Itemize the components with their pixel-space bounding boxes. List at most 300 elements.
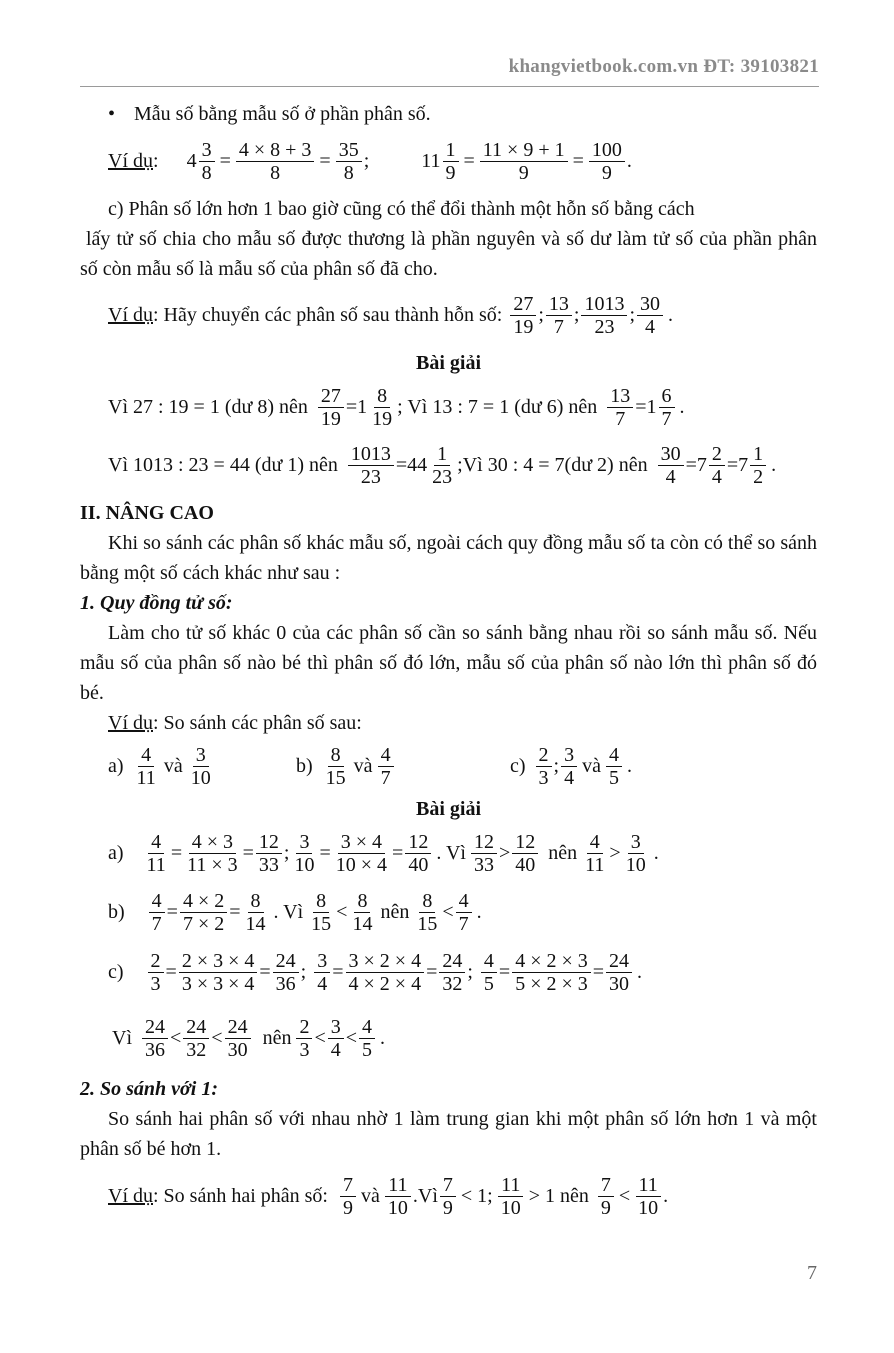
math-token: và — [582, 754, 601, 777]
fraction — [142, 1016, 168, 1061]
fraction-denominator: 8 — [270, 161, 281, 184]
fraction — [635, 1174, 661, 1219]
math-token: > — [609, 841, 621, 864]
fraction-denominator: 10 — [387, 1196, 408, 1219]
math-token: . Vì — [273, 900, 304, 923]
fraction-denominator: 10 — [294, 853, 315, 876]
fraction-numerator: 3 — [628, 831, 644, 854]
math-token: và — [163, 754, 183, 777]
math-token: = — [426, 960, 438, 983]
fraction — [336, 139, 362, 184]
fraction — [561, 744, 577, 789]
math-token: và — [361, 1184, 380, 1207]
fraction — [414, 890, 440, 935]
fraction-numerator: 3 — [328, 1016, 344, 1039]
math-token: < — [442, 900, 454, 923]
fraction — [498, 1174, 524, 1219]
fraction-numerator: 3 — [314, 950, 330, 973]
solution-text: ;Vì 30 : 4 = 7(dư 2) nên — [457, 453, 648, 476]
fraction — [658, 443, 684, 488]
math-token: = — [345, 395, 358, 418]
fraction-numerator: 24 — [606, 950, 632, 973]
fraction-numerator: 1 — [750, 443, 766, 466]
fraction-numerator: 4 × 2 — [180, 890, 227, 913]
math-token: ; — [283, 841, 290, 864]
fraction — [349, 890, 375, 935]
math-token: < — [170, 1026, 182, 1049]
fraction-denominator: 23 — [360, 465, 381, 488]
fraction — [378, 744, 394, 789]
fraction-denominator: 11 × 3 — [187, 853, 238, 876]
fraction-denominator: 23 — [594, 315, 615, 338]
fraction-denominator: 33 — [258, 853, 279, 876]
fraction — [659, 385, 675, 430]
fraction-numerator: 1 — [434, 443, 450, 466]
fraction — [709, 443, 725, 488]
fraction-denominator: 4 × 2 × 4 — [348, 972, 422, 995]
math-token: > — [498, 841, 511, 864]
fraction-denominator: 23 — [432, 465, 453, 488]
fraction — [598, 1174, 614, 1219]
fraction-denominator: 4 — [665, 465, 676, 488]
example-label: Ví dụ — [108, 303, 153, 326]
fraction-denominator: 9 — [343, 1196, 353, 1219]
fraction-denominator: 3 — [150, 972, 161, 995]
fraction-numerator: 3 — [561, 744, 577, 767]
fraction-denominator: 8 — [201, 161, 212, 184]
fraction-numerator: 4 × 2 × 3 — [512, 950, 591, 973]
subsection-2-title: 2. So sánh với 1: — [80, 1078, 218, 1100]
fraction — [348, 443, 394, 488]
paragraph-rule-1: Làm cho tử số khác 0 của các phân số cần so sánh bằng nhau rồi so sánh mẫu số. Nếu mẫu số của phân số nào bé thì phân số đó lớn, mẫu số của phân số nào lớn thì phân số đó bé. — [80, 622, 817, 704]
fraction-denominator: 3 — [299, 1038, 310, 1061]
fraction-denominator: 36 — [275, 972, 296, 995]
fraction-numerator: 12 — [405, 831, 431, 854]
page-content — [80, 96, 817, 1228]
fraction-numerator: 13 — [546, 293, 572, 316]
math-token: = — [319, 841, 331, 864]
math-token: và — [353, 754, 373, 777]
fraction — [134, 744, 159, 789]
fraction-denominator: 4 — [317, 972, 328, 995]
semicolon: ; — [363, 149, 370, 172]
fraction-numerator: 7 — [340, 1174, 356, 1197]
fraction — [471, 831, 497, 876]
fraction-denominator: 10 — [500, 1196, 521, 1219]
fraction — [405, 831, 431, 876]
math-token: c) — [108, 960, 124, 983]
fraction-denominator: 8 — [343, 161, 354, 184]
fraction-numerator: 30 — [637, 293, 663, 316]
math-token: = — [229, 900, 241, 923]
fraction-denominator: 30 — [227, 1038, 248, 1061]
fraction-numerator: 11 — [498, 1174, 523, 1197]
fraction-numerator: 8 — [354, 890, 370, 913]
math-token: = — [726, 453, 739, 476]
math-token: . — [679, 395, 685, 418]
fraction-numerator: 7 — [440, 1174, 456, 1197]
fraction-denominator: 40 — [408, 853, 429, 876]
math-token: < 1; — [460, 1184, 493, 1207]
fraction — [359, 1016, 375, 1061]
fraction-numerator: 2 — [536, 744, 552, 767]
fraction-numerator: 35 — [336, 139, 362, 162]
fraction-numerator: 4 — [148, 831, 164, 854]
solution-2-b — [80, 882, 817, 942]
solution-1-line-1 — [80, 378, 817, 436]
math-token: nên — [380, 900, 410, 923]
fraction-numerator: 8 — [374, 385, 390, 408]
example-label: Ví dụ — [108, 1184, 153, 1207]
fraction-numerator: 4 — [481, 950, 497, 973]
fraction-numerator: 12 — [471, 831, 497, 854]
fraction-denominator: 4 — [564, 766, 575, 789]
fraction-denominator: 9 — [442, 1196, 453, 1219]
math-token: ; — [538, 303, 544, 326]
math-token: . — [653, 841, 659, 864]
fraction-denominator: 2 — [753, 465, 764, 488]
fraction-denominator: 7 — [380, 766, 391, 789]
fraction-denominator: 30 — [609, 972, 630, 995]
math-token: 7 — [696, 453, 707, 476]
math-token: ; — [629, 303, 636, 326]
page-header — [80, 56, 819, 87]
fraction-numerator: 24 — [142, 1016, 168, 1039]
math-token: = — [592, 960, 605, 983]
math-token: < — [314, 1026, 326, 1049]
math-token: ; — [573, 303, 580, 326]
fraction — [308, 890, 334, 935]
example-text: : So sánh các phân số sau: — [153, 712, 362, 734]
fraction-numerator: 11 × 9 + 1 — [480, 139, 568, 162]
fraction — [456, 890, 472, 935]
fraction — [536, 744, 552, 789]
fraction — [582, 831, 607, 876]
math-token: = — [395, 453, 408, 476]
bullet-line — [80, 96, 817, 132]
fraction-numerator: 2 × 3 × 4 — [179, 950, 258, 973]
fraction — [480, 139, 568, 184]
fraction — [623, 831, 649, 876]
fraction — [323, 744, 349, 789]
fraction-denominator: 10 — [190, 766, 211, 789]
mixed-whole: 4 — [186, 149, 197, 172]
math-token: b) — [296, 754, 313, 777]
fraction — [149, 890, 165, 935]
fraction-denominator: 14 — [352, 912, 373, 935]
fraction-numerator: 4 — [359, 1016, 375, 1039]
fraction-numerator: 11 — [385, 1174, 410, 1197]
fraction-denominator: 10 × 4 — [335, 853, 388, 876]
solution-text: Vì 1013 : 23 = 44 (dư 1) nên — [108, 453, 338, 476]
bullet-text: Mẫu số bằng mẫu số ở phần phân số. — [134, 102, 431, 125]
fraction-denominator: 9 — [600, 1196, 611, 1219]
fraction-denominator: 32 — [186, 1038, 207, 1061]
fraction-numerator: 3 × 2 × 4 — [346, 950, 425, 973]
math-token: = — [259, 960, 271, 983]
fraction — [188, 744, 214, 789]
math-token: = — [498, 960, 511, 983]
fraction-numerator: 1013 — [348, 443, 394, 466]
fraction-denominator: 9 — [445, 161, 456, 184]
fraction — [340, 1174, 356, 1219]
paragraph-advanced: Khi so sánh các phân số khác mẫu số, ngoài cách quy đồng mẫu số ta còn có thể so sánh bằng một số cách khác như sau : — [80, 532, 817, 584]
fraction-denominator: 3 × 3 × 4 — [181, 972, 255, 995]
math-token: = — [242, 841, 254, 864]
fraction-numerator: 7 — [598, 1174, 614, 1197]
example-text: : So sánh hai phân số: — [153, 1184, 328, 1207]
fraction — [589, 139, 625, 184]
math-token: = — [165, 960, 177, 983]
mixed-whole: 11 — [421, 149, 441, 172]
fraction-denominator: 33 — [473, 853, 494, 876]
fraction — [318, 385, 344, 430]
fraction — [256, 831, 282, 876]
math-token: . — [771, 453, 777, 476]
fraction — [581, 293, 627, 338]
math-token: < — [211, 1026, 223, 1049]
example-label: Ví dụ — [108, 712, 153, 734]
fraction-numerator: 4 — [149, 890, 165, 913]
fraction — [512, 950, 591, 995]
fraction-denominator: 36 — [145, 1038, 165, 1061]
fraction-numerator: 3 — [193, 744, 209, 767]
example-3-c — [510, 744, 635, 789]
math-token: c) — [510, 754, 526, 777]
solution-1-line-2 — [80, 436, 817, 494]
fraction — [607, 385, 633, 430]
math-token: . — [380, 1026, 386, 1049]
fraction-numerator: 24 — [225, 1016, 251, 1039]
fraction-denominator: 15 — [417, 912, 438, 935]
fraction-numerator: 1013 — [581, 293, 627, 316]
fraction-denominator: 11 — [136, 766, 156, 789]
fraction — [512, 831, 538, 876]
paragraph-rule-2: So sánh hai phân số với nhau nhờ 1 làm trung gian khi một phân số lớn hơn 1 và một phân số bé hơn 1. — [80, 1108, 817, 1160]
fraction-numerator: 8 — [419, 890, 435, 913]
fraction-denominator: 3 — [538, 766, 549, 789]
fraction-numerator: 4 × 8 + 3 — [236, 139, 315, 162]
fraction — [369, 385, 395, 430]
fraction — [429, 443, 455, 488]
fraction-numerator: 27 — [510, 293, 536, 316]
colon: : — [153, 149, 159, 172]
math-token: = — [170, 841, 183, 864]
page-number: 7 — [807, 1262, 817, 1284]
paragraph-c-line1: c) Phân số lớn hơn 1 bao giờ cũng có thể đổi thành một hỗn số bằng cách — [108, 198, 695, 220]
fraction-denominator: 7 — [151, 912, 162, 935]
fraction-denominator: 19 — [372, 407, 393, 430]
fraction-numerator: 24 — [183, 1016, 209, 1039]
math-token: a) — [108, 841, 124, 864]
fraction-denominator: 10 — [625, 853, 646, 876]
math-token: b) — [108, 900, 125, 923]
solution-text: Vì 27 : 19 = 1 (dư 8) nên — [108, 395, 308, 418]
solution-2-a — [80, 824, 817, 882]
math-token: . — [476, 900, 482, 923]
math-token: . — [627, 754, 632, 777]
fraction-denominator: 14 — [245, 912, 266, 935]
fraction-numerator: 4 — [378, 744, 394, 767]
math-token: > 1 nên — [528, 1184, 589, 1207]
fraction-numerator: 2 — [296, 1016, 312, 1039]
fraction — [296, 1016, 312, 1061]
fraction — [440, 1174, 456, 1219]
fraction — [385, 1174, 411, 1219]
math-token: 44 — [407, 453, 428, 476]
fraction — [481, 950, 497, 995]
fraction-denominator: 32 — [442, 972, 463, 995]
fraction — [179, 950, 258, 995]
math-token: < — [345, 1026, 358, 1049]
fraction — [346, 950, 425, 995]
fraction-denominator: 10 — [638, 1196, 659, 1219]
equals: = — [219, 149, 231, 172]
fraction-numerator: 8 — [328, 744, 344, 767]
bullet-dot: • — [108, 102, 116, 125]
fraction-numerator: 8 — [248, 890, 264, 913]
fraction-denominator: 7 — [458, 912, 469, 935]
equals: = — [319, 149, 331, 172]
fraction-numerator: 3 — [296, 831, 312, 854]
fraction-numerator: 4 — [138, 744, 154, 767]
fraction-denominator: 15 — [325, 766, 346, 789]
math-token: < — [336, 900, 348, 923]
solution-2-c — [80, 942, 817, 1002]
fraction — [148, 950, 164, 995]
fraction-numerator: 12 — [256, 831, 282, 854]
fraction-numerator: 3 × 4 — [338, 831, 385, 854]
paragraph-c-line2: lấy tử số chia cho mẫu số được thương là phần nguyên và số dư làm tử số của phần phân số còn mẫu số là mẫu số của phân số đã cho. — [80, 228, 817, 280]
fraction-denominator: 5 — [483, 972, 494, 995]
equals: = — [572, 149, 584, 172]
example-2 — [80, 284, 817, 346]
math-token: = — [685, 453, 697, 476]
fraction — [184, 831, 241, 876]
fraction — [225, 1016, 251, 1061]
fraction-denominator: 5 — [609, 766, 619, 789]
fraction-numerator: 6 — [659, 385, 675, 408]
math-token: < — [618, 1184, 631, 1207]
fraction-numerator: 24 — [439, 950, 465, 973]
math-token: = — [635, 395, 647, 418]
fraction — [236, 139, 315, 184]
equals: = — [463, 149, 475, 172]
fraction — [291, 831, 317, 876]
fraction-denominator: 7 — [661, 407, 672, 430]
fraction-numerator: 8 — [313, 890, 329, 913]
fraction-numerator: 100 — [589, 139, 625, 162]
fraction-denominator: 7 × 2 — [182, 912, 225, 935]
subsection-1-title: 1. Quy đồng tử số: — [80, 592, 233, 614]
example-3-b — [296, 744, 396, 789]
fraction-numerator: 12 — [512, 831, 538, 854]
example-4 — [80, 1164, 817, 1228]
math-token: = — [332, 960, 344, 983]
math-token: .Vì — [412, 1184, 438, 1207]
math-token: 7 — [738, 453, 749, 476]
section-title: II. NÂNG CAO — [80, 502, 214, 524]
fraction-numerator: 4 — [456, 890, 472, 913]
fraction — [199, 139, 215, 184]
math-token: 1 — [646, 395, 657, 418]
math-token: ; — [467, 960, 473, 983]
fraction — [183, 1016, 209, 1061]
fraction — [439, 950, 465, 995]
fraction-denominator: 9 — [518, 161, 529, 184]
fraction — [750, 443, 766, 488]
fraction-denominator: 19 — [513, 315, 534, 338]
math-token: a) — [108, 754, 124, 777]
math-token: . Vì — [436, 841, 466, 864]
math-token: ; — [300, 960, 307, 983]
math-token: ; — [553, 754, 560, 777]
solution-2-conclusion — [80, 1002, 817, 1074]
fraction — [180, 890, 227, 935]
fraction-denominator: 5 × 2 × 3 — [515, 972, 588, 995]
fraction-numerator: 4 × 3 — [189, 831, 236, 854]
fraction — [606, 744, 622, 789]
fraction — [637, 293, 663, 338]
math-token: nên — [548, 841, 578, 864]
fraction-denominator: 5 — [362, 1038, 373, 1061]
fraction-numerator: 4 — [606, 744, 622, 767]
fraction — [328, 1016, 344, 1061]
math-token: 1 — [357, 395, 368, 418]
fraction — [546, 293, 572, 338]
period: . — [626, 149, 632, 172]
fraction-numerator: 11 — [636, 1174, 661, 1197]
fraction-denominator: 4 — [711, 465, 722, 488]
math-token: . — [663, 1184, 669, 1207]
example-3-intro — [80, 708, 817, 738]
solution-title: Bài giải — [415, 352, 481, 374]
example-label: Ví dụ — [108, 149, 153, 172]
fraction — [443, 139, 459, 184]
fraction-denominator: 40 — [515, 853, 536, 876]
fraction-numerator: 24 — [273, 950, 299, 973]
fraction-denominator: 7 — [553, 315, 564, 338]
fraction — [273, 950, 299, 995]
fraction-numerator: 3 — [199, 139, 215, 162]
example-3-a — [108, 744, 216, 789]
fraction-denominator: 15 — [311, 912, 332, 935]
fraction — [606, 950, 632, 995]
fraction-denominator: 4 — [645, 315, 656, 338]
math-token: . — [637, 960, 643, 983]
fraction-numerator: 1 — [443, 139, 459, 162]
fraction — [510, 293, 536, 338]
example-3-items — [80, 738, 817, 794]
example-1 — [80, 132, 817, 190]
fraction — [243, 890, 269, 935]
fraction — [144, 831, 169, 876]
example-text: : Hãy chuyển các phân số sau thành hỗn số: — [153, 303, 503, 326]
fraction — [333, 831, 390, 876]
header-site: khangvietbook.com.vn ĐT: 39103821 — [508, 56, 819, 77]
fraction-numerator: 4 — [587, 831, 603, 854]
fraction-numerator: 2 — [709, 443, 725, 466]
fraction-denominator: 9 — [601, 161, 612, 184]
fraction-numerator: 2 — [148, 950, 164, 973]
fraction-denominator: 19 — [320, 407, 341, 430]
fraction-numerator: 30 — [658, 443, 684, 466]
math-token: nên — [262, 1026, 292, 1049]
math-token: = — [392, 841, 404, 864]
math-token: Vì — [112, 1026, 132, 1049]
solution-title-2: Bài giải — [415, 798, 481, 820]
fraction-numerator: 13 — [607, 385, 633, 408]
